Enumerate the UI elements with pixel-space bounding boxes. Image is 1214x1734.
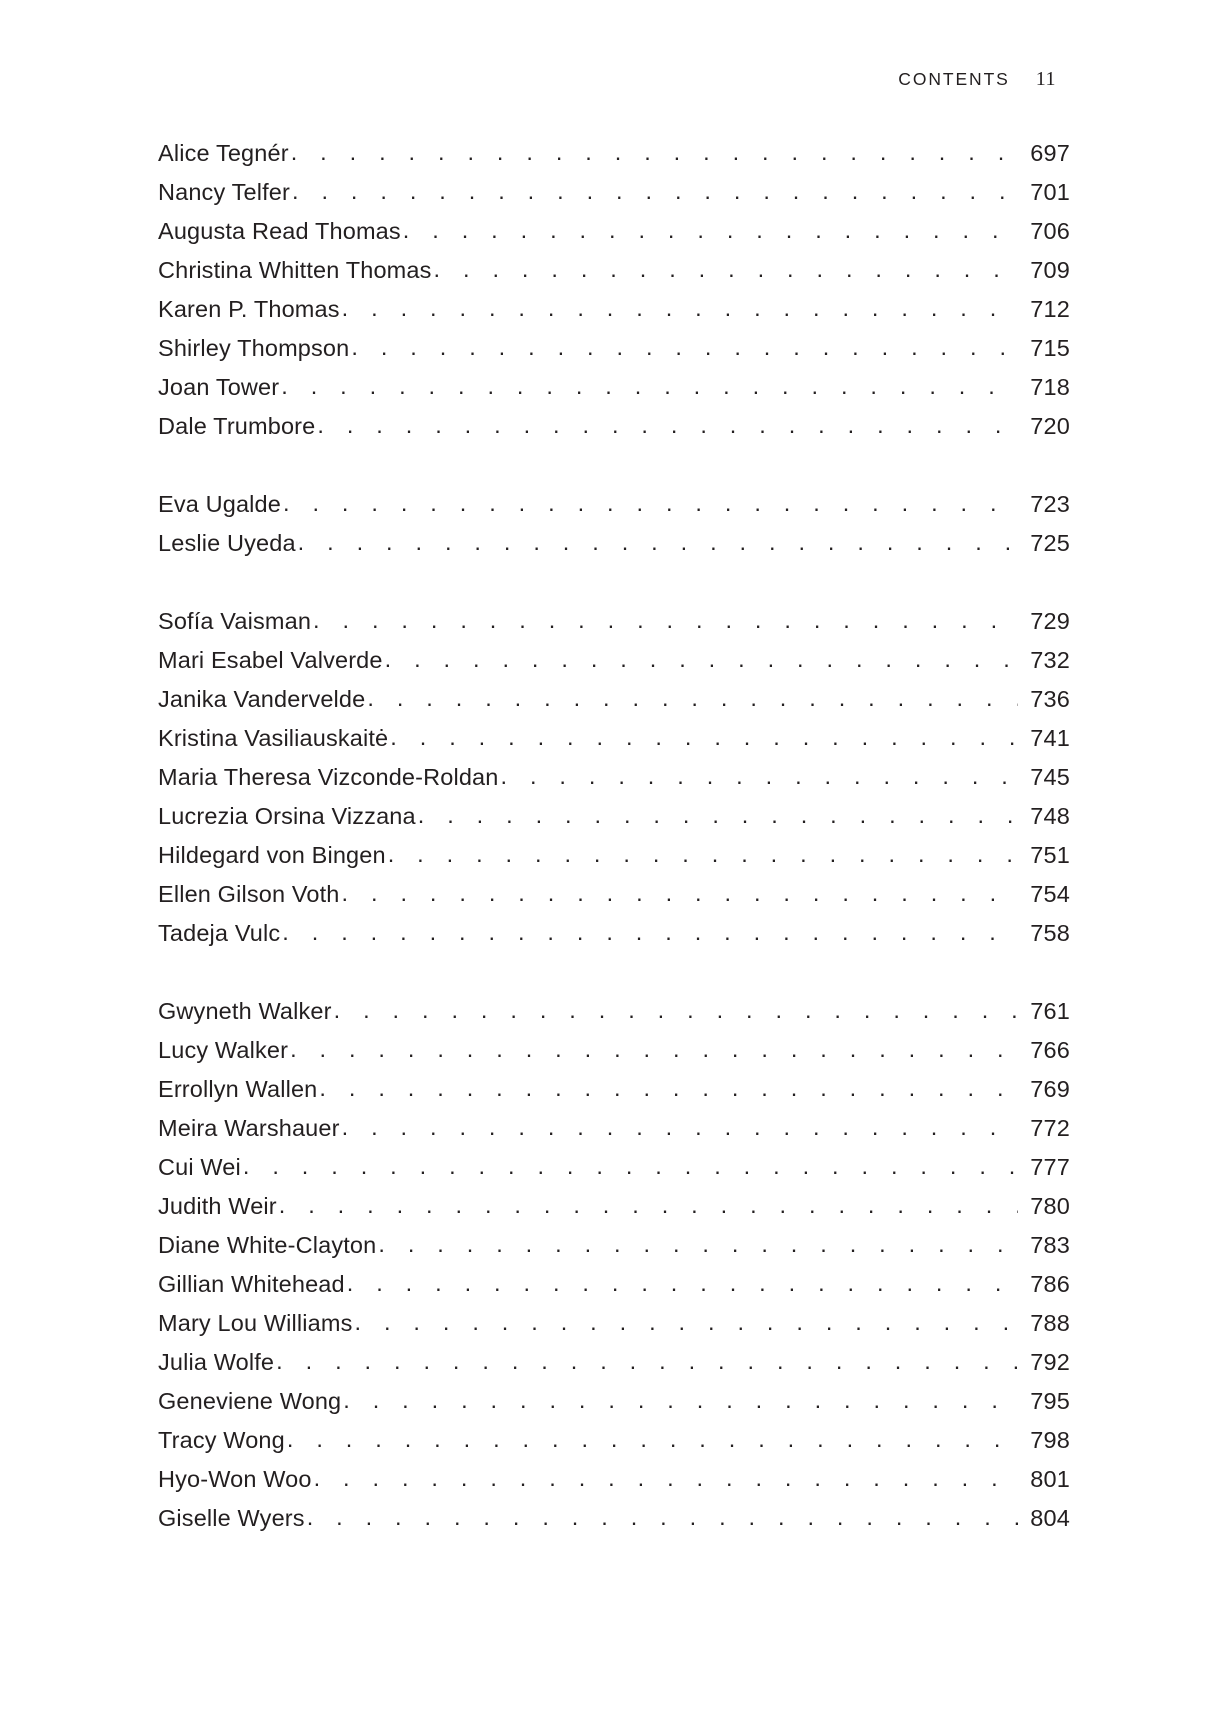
- toc-entry[interactable]: [158, 1388, 1070, 1427]
- toc-entry[interactable]: [158, 803, 1070, 842]
- toc-entry-name: Joan Tower: [158, 374, 280, 400]
- toc-entry-name: Shirley Thompson: [158, 335, 350, 361]
- toc-entry-page-number: 788: [1030, 1310, 1070, 1336]
- toc-entry-name: Julia Wolfe: [158, 1349, 275, 1375]
- toc-entry-name: Kristina Vasiliauskaitė: [158, 725, 389, 751]
- toc-group-t: [158, 140, 1070, 452]
- toc-entry-page-number: 798: [1030, 1427, 1070, 1453]
- toc-entry[interactable]: [158, 1427, 1070, 1466]
- toc-entry-page-number: 766: [1030, 1037, 1070, 1063]
- toc-entry-name: Cui Wei: [158, 1154, 241, 1180]
- toc-entry-page-number: 748: [1030, 803, 1070, 829]
- dot-leader: [282, 921, 1018, 945]
- dot-leader: [307, 1506, 1018, 1530]
- toc-entry-name: Dale Trumbore: [158, 413, 316, 439]
- toc-entry-page-number: 732: [1030, 647, 1070, 673]
- dot-leader: [276, 1350, 1018, 1374]
- toc-entry[interactable]: [158, 1115, 1070, 1154]
- toc-entry-name: Diane White-Clayton: [158, 1232, 377, 1258]
- dot-leader: [418, 804, 1018, 828]
- toc-entry[interactable]: [158, 491, 1070, 530]
- toc-entry-page-number: 769: [1030, 1076, 1070, 1102]
- toc-group-v: [158, 608, 1070, 959]
- dot-leader: [290, 1038, 1018, 1062]
- toc-entry-page-number: 745: [1030, 764, 1070, 790]
- table-of-contents: [158, 140, 1070, 1544]
- toc-entry[interactable]: [158, 1193, 1070, 1232]
- group-separator: [158, 569, 1070, 608]
- dot-leader: [317, 414, 1018, 438]
- toc-entry-page-number: 751: [1030, 842, 1070, 868]
- toc-entry[interactable]: [158, 647, 1070, 686]
- toc-entry-page-number: 795: [1030, 1388, 1070, 1414]
- toc-entry-name: Mary Lou Williams: [158, 1310, 353, 1336]
- toc-entry[interactable]: [158, 1310, 1070, 1349]
- dot-leader: [501, 765, 1019, 789]
- toc-entry-name: Maria Theresa Vizconde-Roldan: [158, 764, 499, 790]
- dot-leader: [342, 1116, 1018, 1140]
- toc-entry[interactable]: [158, 1076, 1070, 1115]
- toc-entry-page-number: 783: [1030, 1232, 1070, 1258]
- toc-entry-name: Leslie Uyeda: [158, 530, 296, 556]
- toc-entry-page-number: 697: [1030, 140, 1070, 166]
- toc-entry[interactable]: [158, 686, 1070, 725]
- dot-leader: [298, 531, 1018, 555]
- running-head: [898, 68, 1056, 91]
- dot-leader: [314, 1467, 1018, 1491]
- toc-entry-page-number: 720: [1030, 413, 1070, 439]
- toc-entry-name: Hyo-Won Woo: [158, 1466, 312, 1492]
- toc-entry-page-number: 801: [1030, 1466, 1070, 1492]
- toc-entry[interactable]: [158, 218, 1070, 257]
- dot-leader: [319, 1077, 1018, 1101]
- toc-entry-name: Janika Vandervelde: [158, 686, 366, 712]
- dot-leader: [434, 258, 1018, 282]
- toc-entry-page-number: 718: [1030, 374, 1070, 400]
- toc-entry[interactable]: [158, 335, 1070, 374]
- toc-entry[interactable]: [158, 608, 1070, 647]
- toc-entry[interactable]: [158, 140, 1070, 179]
- group-separator: [158, 959, 1070, 998]
- toc-entry-name: Gwyneth Walker: [158, 998, 332, 1024]
- dot-leader: [243, 1155, 1018, 1179]
- dot-leader: [292, 180, 1018, 204]
- toc-entry-name: Sofía Vaisman: [158, 608, 312, 634]
- dot-leader: [281, 375, 1018, 399]
- dot-leader: [279, 1194, 1018, 1218]
- dot-leader: [343, 1389, 1018, 1413]
- toc-entry-name: Augusta Read Thomas: [158, 218, 401, 244]
- toc-entry-name: Geneviene Wong: [158, 1388, 342, 1414]
- dot-leader: [355, 1311, 1019, 1335]
- toc-entry-name: Lucrezia Orsina Vizzana: [158, 803, 416, 829]
- toc-entry[interactable]: [158, 413, 1070, 452]
- toc-entry-page-number: 701: [1030, 179, 1070, 205]
- toc-entry[interactable]: [158, 1037, 1070, 1076]
- toc-entry-page-number: 754: [1030, 881, 1070, 907]
- dot-leader: [283, 492, 1018, 516]
- toc-entry[interactable]: [158, 257, 1070, 296]
- dot-leader: [367, 687, 1018, 711]
- toc-entry[interactable]: [158, 1232, 1070, 1271]
- toc-entry-name: Giselle Wyers: [158, 1505, 305, 1531]
- toc-entry-page-number: 723: [1030, 491, 1070, 517]
- toc-entry[interactable]: [158, 725, 1070, 764]
- toc-entry-page-number: 772: [1030, 1115, 1070, 1141]
- running-head-label: CONTENTS: [898, 69, 1010, 89]
- toc-entry-name: Tadeja Vulc: [158, 920, 281, 946]
- toc-entry[interactable]: [158, 1271, 1070, 1310]
- toc-entry-name: Errollyn Wallen: [158, 1076, 318, 1102]
- toc-entry-name: Mari Esabel Valverde: [158, 647, 383, 673]
- toc-entry-name: Hildegard von Bingen: [158, 842, 386, 868]
- toc-entry-page-number: 712: [1030, 296, 1070, 322]
- toc-entry-page-number: 736: [1030, 686, 1070, 712]
- toc-entry-name: Gillian Whitehead: [158, 1271, 345, 1297]
- dot-leader: [291, 141, 1018, 165]
- toc-entry[interactable]: [158, 374, 1070, 413]
- toc-entry[interactable]: [158, 1505, 1070, 1544]
- toc-group-u: [158, 491, 1070, 569]
- toc-entry-name: Christina Whitten Thomas: [158, 257, 432, 283]
- toc-entry-name: Eva Ugalde: [158, 491, 281, 517]
- page-number-folio: 11: [1035, 68, 1056, 90]
- toc-entry-name: Nancy Telfer: [158, 179, 290, 205]
- dot-leader: [342, 297, 1018, 321]
- toc-entry-page-number: 729: [1030, 608, 1070, 634]
- toc-entry-page-number: 777: [1030, 1154, 1070, 1180]
- toc-entry-page-number: 715: [1030, 335, 1070, 361]
- toc-entry[interactable]: [158, 998, 1070, 1037]
- toc-entry-page-number: 792: [1030, 1349, 1070, 1375]
- toc-entry[interactable]: [158, 1349, 1070, 1388]
- toc-entry-page-number: 786: [1030, 1271, 1070, 1297]
- toc-entry-name: Tracy Wong: [158, 1427, 285, 1453]
- toc-entry-name: Alice Tegnér: [158, 140, 289, 166]
- toc-entry[interactable]: [158, 920, 1070, 959]
- dot-leader: [378, 1233, 1018, 1257]
- toc-entry-name: Karen P. Thomas: [158, 296, 340, 322]
- toc-entry[interactable]: [158, 764, 1070, 803]
- dot-leader: [342, 882, 1018, 906]
- group-separator: [158, 452, 1070, 491]
- dot-leader: [390, 726, 1018, 750]
- dot-leader: [347, 1272, 1018, 1296]
- toc-entry[interactable]: [158, 1154, 1070, 1193]
- toc-entry-name: Judith Weir: [158, 1193, 277, 1219]
- toc-entry[interactable]: [158, 530, 1070, 569]
- toc-entry-page-number: 761: [1030, 998, 1070, 1024]
- dot-leader: [351, 336, 1018, 360]
- toc-entry-name: Meira Warshauer: [158, 1115, 340, 1141]
- toc-entry-page-number: 804: [1030, 1505, 1070, 1531]
- toc-entry-page-number: 741: [1030, 725, 1070, 751]
- dot-leader: [388, 843, 1018, 867]
- toc-entry[interactable]: [158, 842, 1070, 881]
- toc-entry[interactable]: [158, 296, 1070, 335]
- dot-leader: [334, 999, 1018, 1023]
- dot-leader: [385, 648, 1018, 672]
- dot-leader: [403, 219, 1018, 243]
- toc-entry-page-number: 725: [1030, 530, 1070, 556]
- dot-leader: [313, 609, 1018, 633]
- toc-entry[interactable]: [158, 1466, 1070, 1505]
- toc-entry-page-number: 706: [1030, 218, 1070, 244]
- toc-entry[interactable]: [158, 179, 1070, 218]
- toc-entry-page-number: 758: [1030, 920, 1070, 946]
- toc-entry-page-number: 709: [1030, 257, 1070, 283]
- toc-group-w: [158, 998, 1070, 1544]
- toc-entry-page-number: 780: [1030, 1193, 1070, 1219]
- dot-leader: [287, 1428, 1018, 1452]
- toc-entry-name: Ellen Gilson Voth: [158, 881, 340, 907]
- toc-entry-name: Lucy Walker: [158, 1037, 289, 1063]
- toc-entry[interactable]: [158, 881, 1070, 920]
